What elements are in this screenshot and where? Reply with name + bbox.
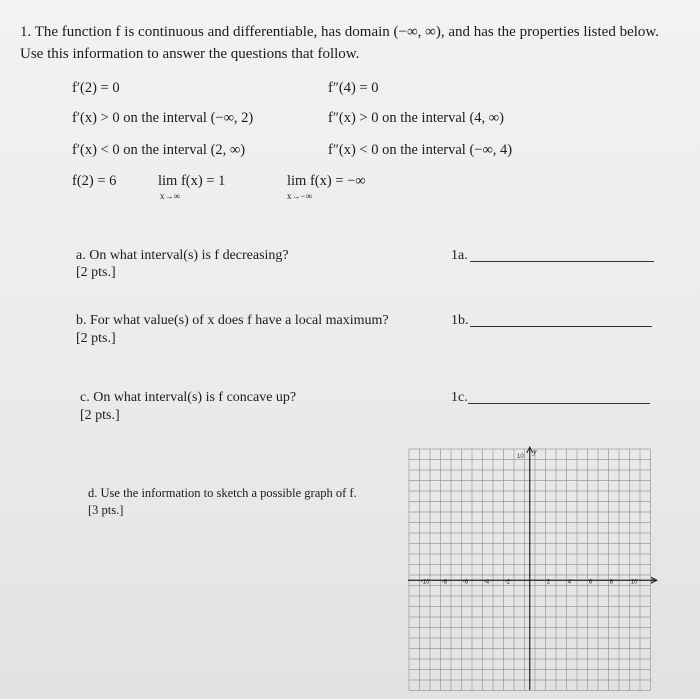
y-axis-label: y: [533, 447, 537, 456]
answer-1c-line[interactable]: [468, 403, 650, 404]
part-c-points: [2 pts.]: [80, 408, 120, 423]
condition-limit-infinity: lim f(x) = 1: [158, 173, 226, 189]
answer-1b-label: 1b.: [451, 313, 469, 328]
condition-fdoubleprime-positive: f″(x) > 0 on the interval (4, ∞): [328, 110, 504, 126]
part-d-question: d. Use the information to sketch a possible graph of f.: [88, 486, 357, 500]
limit-neg-infinity-subscript: x→−∞: [287, 191, 312, 201]
condition-fdoubleprime-negative: f″(x) < 0 on the interval (−∞, 4): [328, 142, 513, 158]
part-d-points: [3 pts.]: [88, 503, 124, 517]
x-tick-label: -4: [483, 579, 490, 586]
x-tick-label: -2: [504, 579, 511, 586]
part-b-points: [2 pts.]: [76, 331, 116, 346]
answer-1a-line[interactable]: [470, 261, 654, 262]
condition-fdoubleprime-4: f″(4) = 0: [328, 80, 379, 96]
x-tick-label: 4: [567, 579, 572, 586]
y-axis-top-label: 10: [517, 454, 524, 460]
x-tick-label: 2: [546, 579, 551, 586]
x-tick-label: 10: [630, 579, 638, 586]
answer-1c-label: 1c.: [451, 390, 468, 405]
condition-fprime-negative: f′(x) < 0 on the interval (2, ∞): [72, 142, 246, 158]
condition-fprime-positive: f′(x) > 0 on the interval (−∞, 2): [72, 110, 254, 126]
x-tick-label: -6: [462, 579, 469, 586]
answer-1b-line[interactable]: [470, 326, 652, 327]
part-b-question: b. For what value(s) of x does f have a local maximum?: [76, 313, 389, 328]
part-c-question: c. On what interval(s) is f concave up?: [80, 390, 297, 405]
condition-fprime-2: f′(2) = 0: [72, 80, 120, 96]
coordinate-grid[interactable]: [406, 446, 658, 692]
x-tick-label: -8: [441, 579, 448, 586]
condition-limit-neg-infinity: lim f(x) = −∞: [287, 173, 366, 189]
question-line-2: Use this information to answer the questions that follow.: [20, 46, 360, 62]
condition-f-of-2: f(2) = 6: [72, 173, 117, 189]
limit-infinity-subscript: x→∞: [160, 191, 180, 201]
x-tick-label: -10: [420, 579, 430, 586]
x-tick-label: 6: [588, 579, 593, 586]
part-a-points: [2 pts.]: [76, 265, 116, 280]
question-line-1: 1. The function f is continuous and differentiable, has domain (−∞, ∞), and has the properties listed below.: [20, 24, 660, 40]
part-a-question: a. On what interval(s) is f decreasing?: [76, 248, 289, 263]
answer-1a-label: 1a.: [451, 248, 468, 263]
x-axis-label: x: [651, 576, 655, 584]
axes: [408, 447, 657, 690]
x-tick-label: 8: [609, 579, 614, 586]
